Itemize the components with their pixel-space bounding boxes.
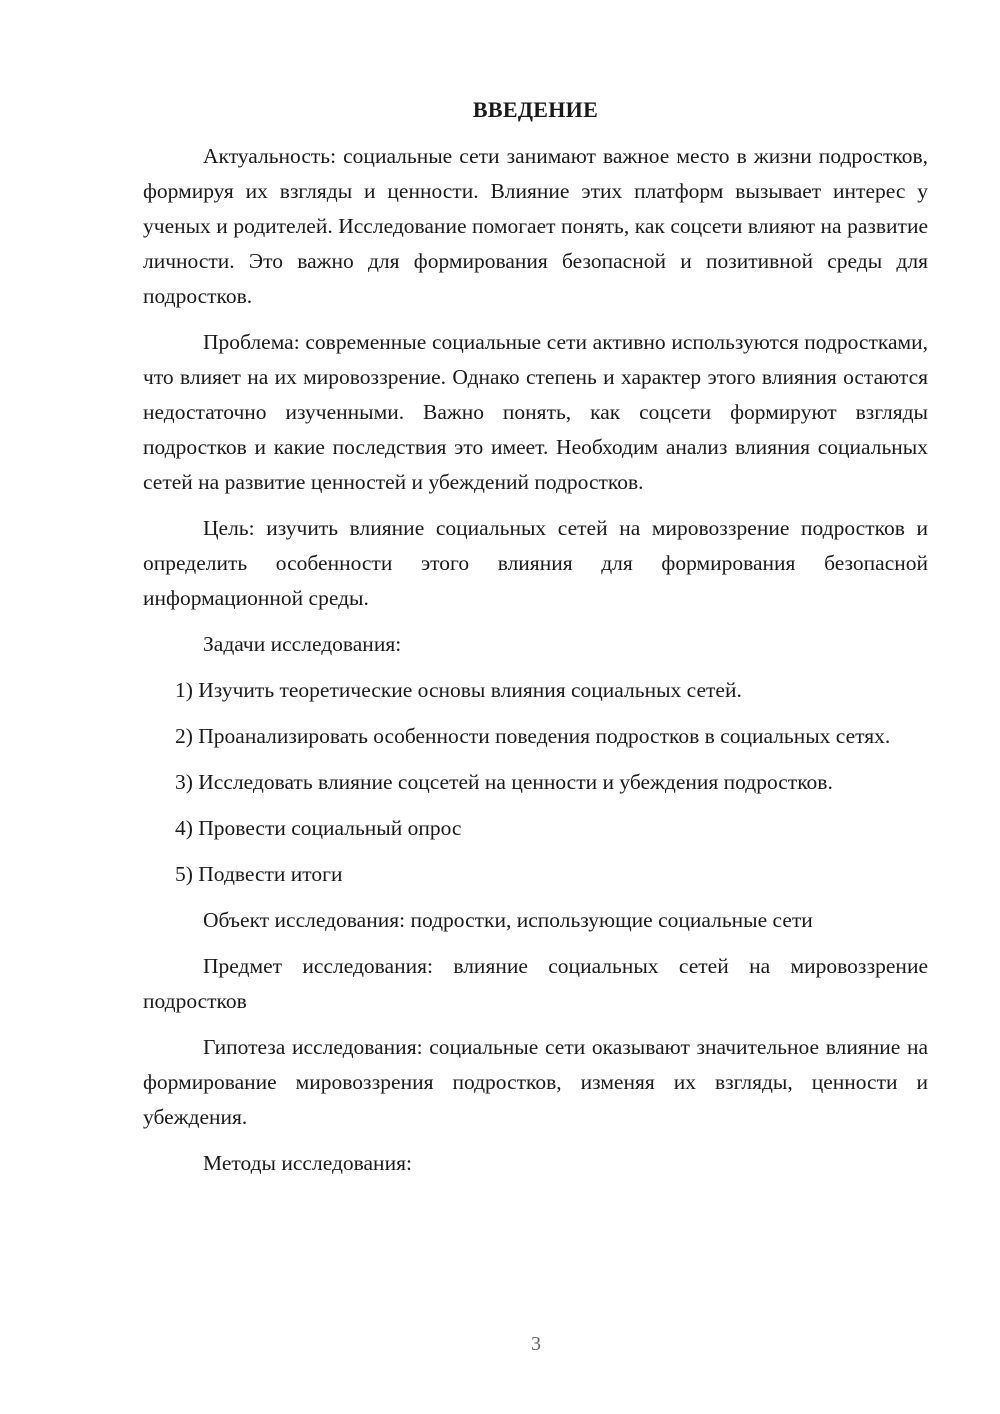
task-item-4: 4) Провести социальный опрос [175,816,462,840]
task-item-3: 3) Исследовать влияние соцсетей на ценности и убеждения подростков. [175,770,833,794]
hypothesis-paragraph: Гипотеза исследования: социальные сети оказывают значительное влияние на формирование мировоззрения подростков, изменяя их взгляды, ценности и убеждения. [143,1035,928,1129]
task-item-5: 5) Подвести итоги [175,862,343,886]
subject-paragraph: Предмет исследования: влияние социальных сетей на мировоззрение подростков [143,954,928,1013]
document-page [143,95,928,1192]
task-item-2: 2) Проанализировать особенности поведения подростков в социальных сетях. [175,724,891,748]
relevance-paragraph: Актуальность: социальные сети занимают важное место в жизни подростков, формируя их взгляды и ценности. Влияние этих платформ вызывает интерес у ученых и родителей. Исследование помогает понять, как соцсети влияют на развитие личности. Это важно для формирования безопасной и позитивной среды для подростков. [143,144,928,308]
problem-paragraph: Проблема: современные социальные сети активно используются подростками, что влияет на их мировоззрение. Однако степень и характер этого влияния остаются недостаточно изученными. Важно понять, как соцсети формируют взгляды подростков и какие последствия это имеет. Необходим анализ влияния социальных сетей на развитие ценностей и убеждений подростков. [143,330,928,494]
page-number: 3 [531,1333,541,1355]
tasks-heading: Задачи исследования: [203,632,402,656]
methods-heading: Методы исследования: [203,1151,412,1175]
task-item-1: 1) Изучить теоретические основы влияния социальных сетей. [175,678,742,702]
section-title: ВВЕДЕНИЕ [472,97,599,122]
goal-paragraph: Цель: изучить влияние социальных сетей на мировоззрение подростков и определить особенности этого влияния для формирования безопасной информационной среды. [143,516,928,610]
object-paragraph: Объект исследования: подростки, использующие социальные сети [203,908,813,932]
